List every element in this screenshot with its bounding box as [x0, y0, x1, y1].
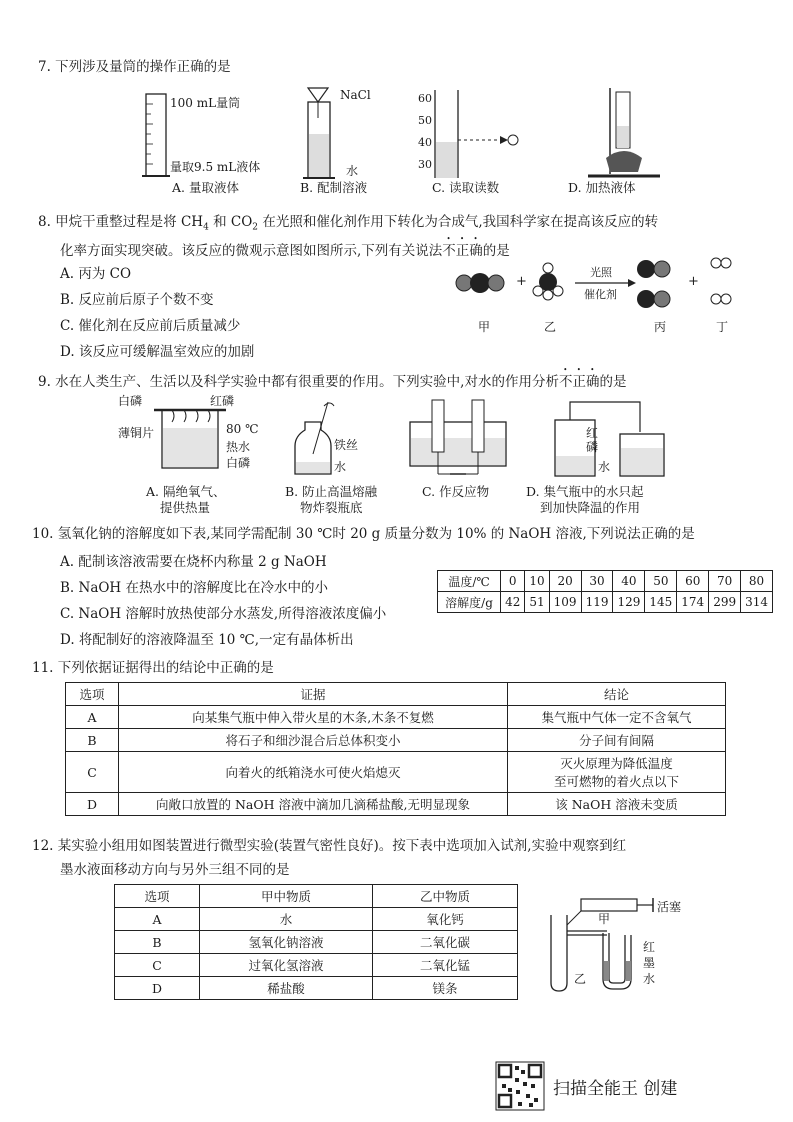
evidence-table: [65, 682, 726, 816]
q10-option-c: C. NaOH 溶解时放热使部分水蒸发,所得溶液浓度偏小: [60, 606, 387, 622]
tick-60: 60: [418, 92, 432, 105]
q7-caption-b: B. 配制溶液: [300, 180, 368, 195]
solubility-row: [438, 592, 773, 613]
solubility-cell: 174: [677, 592, 709, 613]
q8-option-d: D. 该反应可缓解温室效应的加剧: [60, 344, 255, 360]
conclusion-line: 灭火原理为降低温度: [560, 756, 673, 771]
scale-reading-icon: [435, 90, 518, 178]
conclusion-cell: [508, 729, 726, 752]
temperature-cell: 40: [613, 571, 645, 592]
option-cell: D: [66, 793, 119, 816]
temperature-header: 温度/℃: [438, 571, 501, 592]
q9-caption-a2: 提供热量: [160, 500, 211, 515]
copper-label: 薄铜片: [118, 426, 155, 440]
col-jia-header: 甲中物质: [200, 885, 373, 908]
plus-sign-2: +: [688, 274, 699, 289]
temperature-row: [438, 571, 773, 592]
temperature-cell: 50: [645, 571, 677, 592]
arrow-bottom-label: 催化剂: [584, 288, 617, 301]
jia-cell: 过氧化氢溶液: [200, 954, 373, 977]
red-label: 红: [586, 426, 599, 440]
label-yi: 乙: [544, 320, 557, 334]
q10-option-d: D. 将配制好的溶液降温至 10 ℃,一定有晶体析出: [60, 632, 354, 648]
tick-30: 30: [418, 158, 432, 171]
scanner-brand: 扫描全能王 创建: [553, 1079, 678, 1099]
table-row: [115, 931, 518, 954]
label-bing: 丙: [654, 320, 667, 334]
heating-stand-icon: [588, 88, 660, 176]
conclusion-line: 至可燃物的着火点以下: [553, 774, 679, 789]
table-row: [66, 706, 726, 729]
table-row: [66, 793, 726, 816]
q9-caption-c: C. 作反应物: [422, 484, 490, 499]
q12-stem-line1: 12. 某实验小组用如图装置进行微型实验(装置气密性良好)。按下表中选项加入试剂,实验中观察到红: [32, 838, 627, 854]
solubility-cell: 119: [581, 592, 613, 613]
jia-label: 甲: [598, 912, 611, 926]
q9-caption-d2: 到加快降温的作用: [540, 500, 641, 515]
col-conclusion-header: 结论: [508, 683, 726, 706]
table-header-row: [66, 683, 726, 706]
conclusion-cell: [508, 706, 726, 729]
opt-cell: D: [115, 977, 200, 1000]
evidence-cell: 向某集气瓶中伸入带火星的木条,木条不复燃: [119, 706, 508, 729]
red2-label: 磷: [586, 440, 599, 454]
jia-cell: 稀盐酸: [200, 977, 373, 1000]
q7-stem: 7. 下列涉及量筒的操作正确的是: [38, 59, 231, 75]
evidence-cell: 将石子和细沙混合后总体积变小: [119, 729, 508, 752]
table-row: [66, 752, 726, 793]
col-option-header: 选项: [115, 885, 200, 908]
table-row: [115, 954, 518, 977]
table-header-row: [115, 885, 518, 908]
nacl-label: NaCl: [340, 88, 371, 102]
yi-label: 乙: [574, 972, 587, 986]
bottle-water-label: 水: [334, 460, 347, 474]
q12-stem-line2: 墨水液面移动方向与另外三组不同的是: [60, 862, 290, 878]
q8-option-a: A. 丙为 CO: [60, 266, 132, 282]
q9-caption-a1: A. 隔绝氧气、: [146, 484, 226, 499]
q8-option-b: B. 反应前后原子个数不变: [60, 292, 214, 308]
piston-label: 活塞: [657, 900, 682, 914]
ink-label-2: 墨: [643, 956, 656, 970]
solubility-cell: 51: [525, 592, 549, 613]
temperature-cell: 10: [525, 571, 549, 592]
option-cell: A: [66, 706, 119, 729]
col-option-header: 选项: [66, 683, 119, 706]
q7-caption-c: C. 读取读数: [432, 180, 500, 195]
option-cell: B: [66, 729, 119, 752]
option-cell: C: [66, 752, 119, 793]
molecule-jia-icon: [456, 273, 504, 293]
cylinder-funnel-icon: [303, 88, 335, 178]
ink-label-1: 红: [643, 940, 656, 954]
cylinder-label: 100 mL量筒: [170, 96, 241, 110]
table-row: [115, 908, 518, 931]
molecule-ding-icon: [711, 258, 731, 304]
plus-sign-1: +: [516, 274, 527, 289]
solubility-header: 溶解度/g: [438, 592, 501, 613]
label-jia: 甲: [478, 320, 491, 334]
reagent-table: [114, 884, 518, 1000]
water-label: 水: [346, 164, 359, 178]
arrow-top-label: 光照: [590, 266, 612, 279]
white-p-label: 白磷: [118, 394, 143, 408]
molecule-yi-icon: [533, 263, 563, 300]
temperature-cell: 60: [677, 571, 709, 592]
solubility-cell: 109: [549, 592, 581, 613]
temperature-cell: 20: [549, 571, 581, 592]
solubility-cell: 42: [501, 592, 525, 613]
evidence-cell: 向着火的纸箱浇水可使火焰熄灭: [119, 752, 508, 793]
solubility-cell: 314: [741, 592, 773, 613]
conclusion-cell: [508, 752, 726, 793]
red-p-label: 红磷: [210, 394, 235, 408]
jia-cell: 氢氧化钠溶液: [200, 931, 373, 954]
q9-caption-b2: 物炸裂瓶底: [300, 500, 363, 515]
evidence-cell: 向敞口放置的 NaOH 溶液中滴加几滴稀盐酸,无明显现象: [119, 793, 508, 816]
beaker-copper-icon: [154, 410, 226, 468]
yi-cell: 镁条: [373, 977, 518, 1000]
tick-40: 40: [418, 136, 432, 149]
q10-option-a: A. 配制该溶液需要在烧杯内称量 2 g NaOH: [60, 554, 327, 570]
iron-wire-label: 铁丝: [334, 438, 359, 452]
conclusion-line: 集气瓶中气体一定不含氧气: [541, 710, 692, 725]
yi-cell: 二氧化碳: [373, 931, 518, 954]
tick-50: 50: [418, 114, 432, 127]
syringe-icon: [581, 898, 653, 912]
label-ding: 丁: [716, 320, 729, 334]
yi-cell: 氧化钙: [373, 908, 518, 931]
jar-water-label: 水: [598, 460, 611, 474]
conclusion-cell: [508, 793, 726, 816]
hot-water-label: 热水: [226, 440, 251, 454]
temperature-cell: 80: [741, 571, 773, 592]
q9-caption-b1: B. 防止高温熔融: [285, 484, 378, 499]
table-row: [66, 729, 726, 752]
opt-cell: C: [115, 954, 200, 977]
temp-label: 80 ℃: [226, 422, 259, 436]
solubility-cell: 129: [613, 592, 645, 613]
solubility-cell: 299: [709, 592, 741, 613]
solubility-cell: 145: [645, 592, 677, 613]
q8-stem-line2: 化率方面实现突破。该反应的微观示意图如图所示,下列有关说法不正确的是: [60, 243, 510, 259]
measure-label: 量取9.5 mL液体: [170, 160, 261, 174]
u-tube-icon: [603, 933, 631, 989]
ink-label-3: 水: [643, 972, 656, 986]
opt-cell: A: [115, 908, 200, 931]
bottle-iron-icon: [295, 402, 334, 474]
q7-caption-d: D. 加热液体: [568, 180, 636, 195]
opt-cell: B: [115, 931, 200, 954]
col-yi-header: 乙中物质: [373, 885, 518, 908]
q8-option-c: C. 催化剂在反应前后质量减少: [60, 318, 241, 334]
solubility-table: [437, 570, 773, 613]
q9-stem: 9. 水在人类生产、生活以及科学实验中都有很重要的作用。下列实验中,对水的作用分析不正确的是: [38, 374, 627, 390]
q10-stem: 10. 氢氧化钠的溶解度如下表,某同学需配制 30 ℃时 20 g 质量分数为 10% 的 NaOH 溶液,下列说法正确的是: [32, 526, 695, 542]
graduated-cylinder-icon: [142, 94, 170, 176]
temperature-cell: 70: [709, 571, 741, 592]
temperature-cell: 30: [581, 571, 613, 592]
col-evidence-header: 证据: [119, 683, 508, 706]
qr-code-icon: [496, 1062, 544, 1110]
jia-cell: 水: [200, 908, 373, 931]
conclusion-line: 分子间有间隔: [578, 733, 654, 748]
conclusion-line: 该 NaOH 溶液未变质: [555, 797, 678, 812]
yi-cell: 二氧化锰: [373, 954, 518, 977]
q10-option-b: B. NaOH 在热水中的溶解度比在冷水中的小: [60, 580, 328, 596]
q8-stem-line1: 8. 甲烷干重整过程是将 $CH_4$ 和 $CO_2$ 在光照和催化剂作用下转化为合成气,我国科学家在提高该反应的转: [38, 214, 659, 233]
q7-caption-a: A. 量取液体: [172, 180, 239, 195]
electrolysis-icon: [410, 400, 506, 474]
white-p2-label: 白磷: [226, 456, 251, 470]
q11-stem: 11. 下列依据证据得出的结论中正确的是: [32, 660, 274, 676]
q9-caption-d1: D. 集气瓶中的水只起: [526, 484, 644, 499]
molecule-bing-icon: [637, 260, 670, 308]
table-row: [115, 977, 518, 1000]
temperature-cell: 0: [501, 571, 525, 592]
